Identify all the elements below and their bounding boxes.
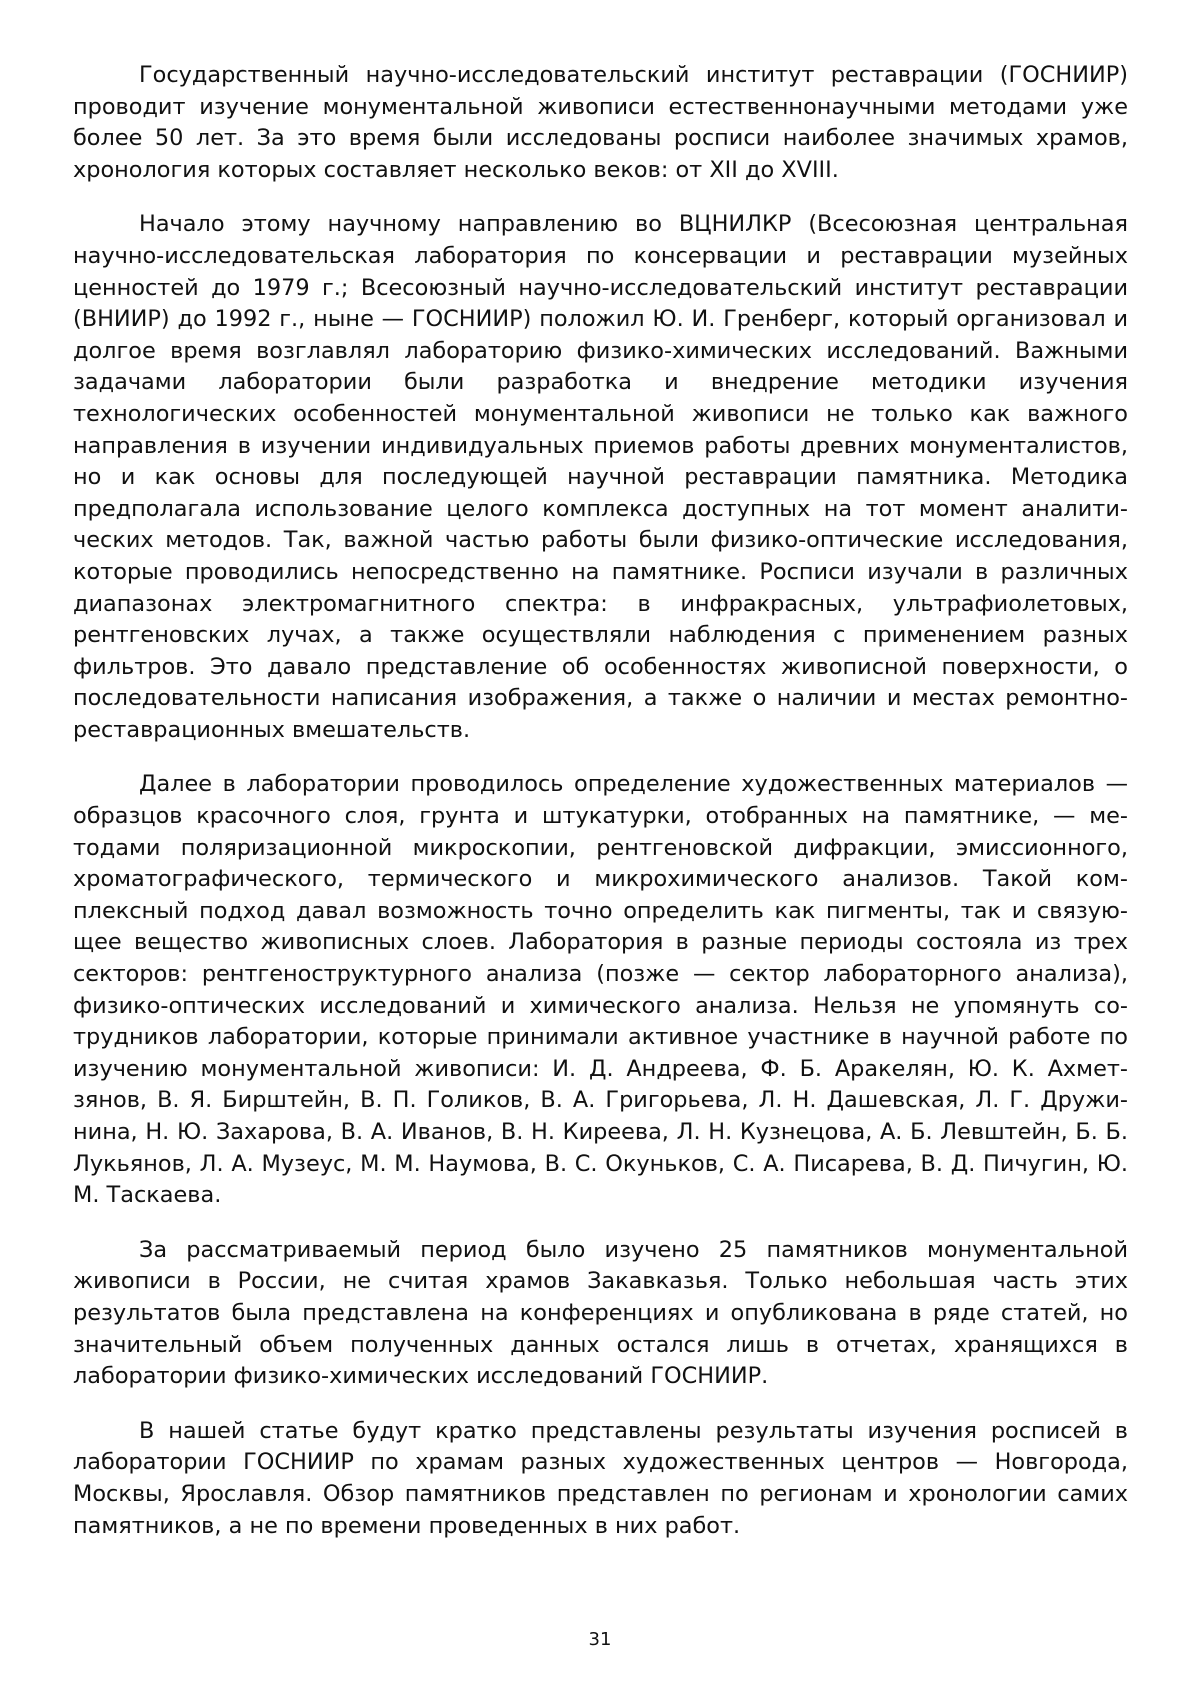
paragraph-results-scope: За рассматриваемый период было изучено 25 памятников монументальной живописи в России, не считая храмов Закавказья. Только небольшая часть этих результатов была представлена на конференциях и опубликована в ряде статей, но значительный объем полученных данных остался лишь в отчетах, хранящихся в лаборатории физико-химических исследований ГОСНИИР. bbox=[73, 1236, 1128, 1390]
page-number: 31 bbox=[588, 1629, 612, 1650]
paragraph-lab-history: Начало этому научному направлению во ВЦНИЛКР (Всесоюзная центральная научно-исследовательская лаборатория по консервации и реставрации музейных ценностей до 1979 г.; Всесоюзный научно-исследовательский институт реставрации (ВНИИР) до 1992 г., ныне — ГОСНИИР) положил Ю. И. Гренберг, который организовал и долгое время возглавлял лабораторию физико-химических исследований. Важными задачами лаборатории были разработка и внедрение методики изучения технологических особенностей монументальной живописи не только как важного направления в изучении индивидуальных приемов работы древних монументалистов, но и как основы для последующей научной реставрации памятника. Методика предполагала использование целого комплекса доступных на тот момент аналитических методов. Так, важной частью работы были физико-оптические исследования, которые проводились непосредственно на памятнике. Росписи изучали в различных диапазонах электромагнитного спектра: в инфракрасных, ультрафиолетовых, рентгеновских лучах, а также осуществляли наблюдения с применением разных фильтров. Это давало представление об особенностях живописной поверхности, о последовательности написания изображения, а также о наличии и местах ремонтно-реставрационных вмешательств. bbox=[73, 211, 1128, 743]
paragraph-article-outline: В нашей статье будут кратко представлены результаты изучения росписей в лаборатории ГОСНИИР по храмам разных художественных центров — Новгорода, Москвы, Ярославля. Обзор памятников представлен по регионам и хронологии самих памятников, а не по времени проведенных в них работ. bbox=[73, 1417, 1128, 1539]
paragraph-lab-methods: Далее в лаборатории проводилось определение художественных материалов — образцов красочного слоя, грунта и штукатурки, отобранных на памятнике, — методами поляризационной микроскопии, рентгеновской дифракции, эмиссионного, хроматографического, термического и микрохимического анализов. Такой комплексный подход давал возможность точно определить как пигменты, так и связующее вещество живописных слоев. Лаборатория в разные периоды состояла из трех секторов: рентгеноструктурного анализа (позже — сектор лабораторного анализа), физико-оптических исследований и химического анализа. Нельзя не упомянуть сотрудников лаборатории, которые принимали активное участнике в научной работе по изучению монументальной живописи: И. Д. Андреева, Ф. Б. Аракелян, Ю. К. Ахметзянов, В. Я. Бирштейн, В. П. Голиков, В. А. Григорьева, Л. Н. Дашевская, Л. Г. Дружинина, Н. Ю. Захарова, В. А. Иванов, В. Н. Киреева, Л. Н. Кузнецова, А. Б. Левштейн, Б. Б. Лукьянов, Л. А. Музеус, М. М. Наумова, В. С. Окуньков, С. А. Писарева, В. Д. Пичугин, Ю. М. Таскаева. bbox=[73, 771, 1128, 1209]
paragraph-intro: Государственный научно-исследовательский институт реставрации (ГОСНИИР) проводит изучение монументальной живописи естественнонаучными методами уже более 50 лет. За это время были исследованы росписи наиболее значимых храмов, хронология которых составляет несколько веков: от XII до XVIII. bbox=[73, 62, 1128, 183]
article-body bbox=[73, 60, 1128, 1565]
